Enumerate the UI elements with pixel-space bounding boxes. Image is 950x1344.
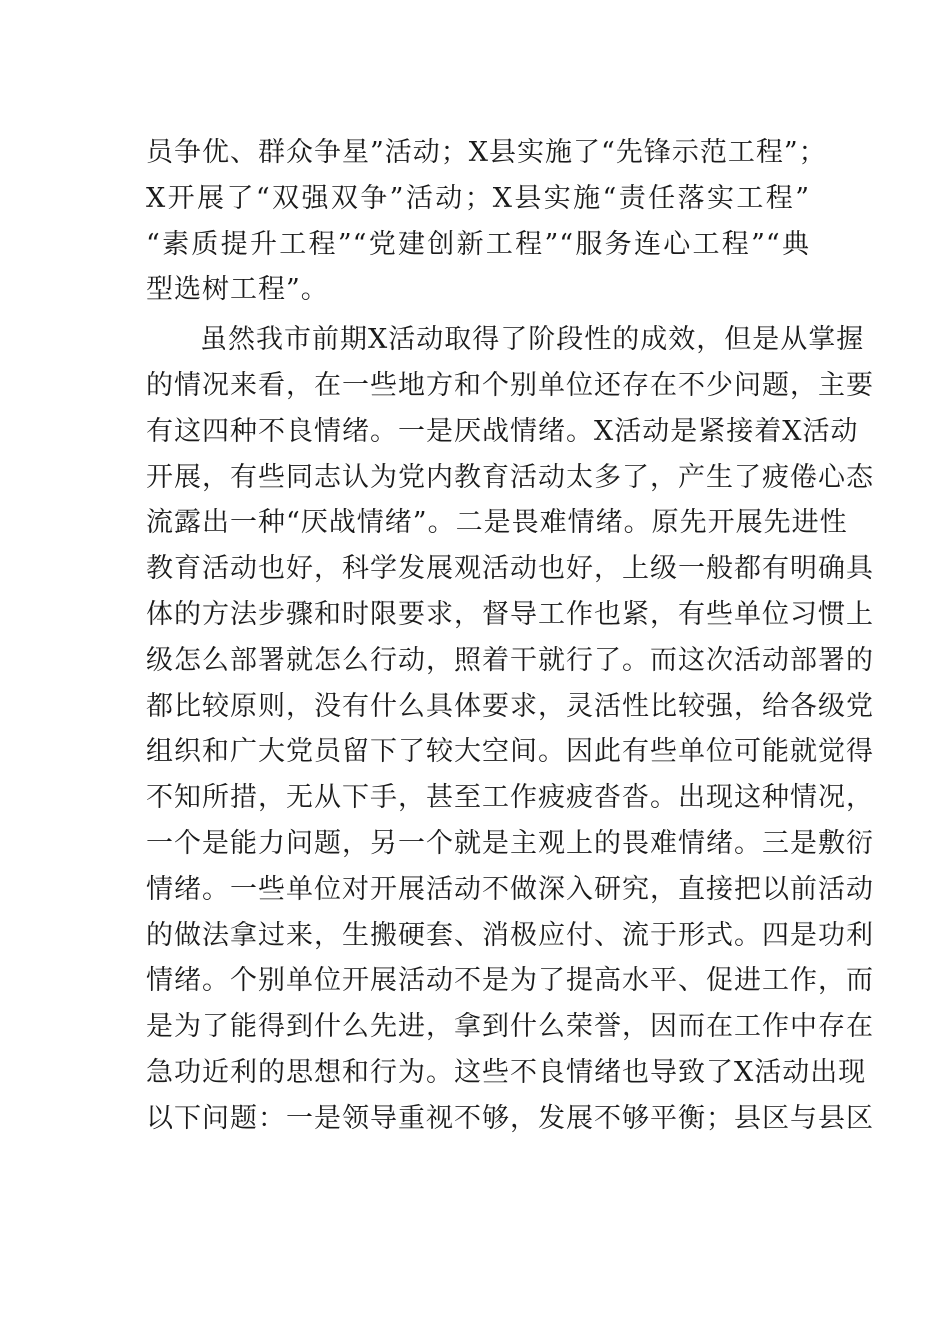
text-line: 教育活动也好，科学发展观活动也好，上级一般都有明确具: [146, 553, 874, 585]
text-line: 组织和广大党员留下了较大空间。因此有些单位可能就觉得: [146, 736, 874, 768]
text-line: 的做法拿过来，生搬硬套、消极应付、流于形式。四是功利: [146, 919, 874, 951]
text-line: 体的方法步骤和时限要求，督导工作也紧，有些单位习惯上: [146, 598, 874, 630]
text-line: 虽然我市前期X活动取得了阶段性的成效，但是从掌握: [200, 324, 865, 356]
text-line: 都比较原则，没有什么具体要求，灵活性比较强，给各级党: [146, 690, 874, 722]
text-line: 急功近利的思想和行为。这些不良情绪也导致了X活动出现: [146, 1056, 867, 1088]
paragraph-1: [146, 130, 827, 313]
text-line: 不知所措，无从下手，甚至工作疲疲沓沓。出现这种情况，: [146, 782, 874, 814]
text-line: 情绪。一些单位对开展活动不做深入研究，直接把以前活动: [146, 873, 874, 905]
text-line: 以下问题：一是领导重视不够，发展不够平衡；县区与县区: [146, 1102, 874, 1134]
text-line: 流露出一种“厌战情绪”。二是畏难情绪。原先开展先进性: [146, 507, 848, 539]
text-line: 是为了能得到什么先进，拿到什么荣誉，因而在工作中存在: [146, 1011, 874, 1043]
text-line: 员争优、群众争星”活动；X县实施了“先锋示范工程”；: [146, 137, 827, 168]
text-line: 的情况来看，在一些地方和个别单位还存在不少问题，主要: [146, 369, 874, 401]
text-line: 一个是能力问题，另一个就是主观上的畏难情绪。三是敷衍: [146, 827, 874, 859]
text-line: 开展，有些同志认为党内教育活动太多了，产生了疲倦心态: [146, 461, 874, 493]
text-line: “素质提升工程”“党建创新工程”“服务连心工程”“典: [146, 228, 810, 260]
text-line: 级怎么部署就怎么行动，照着干就行了。而这次活动部署的: [146, 644, 874, 676]
text-line: 有这四种不良情绪。一是厌战情绪。X活动是紧接着X活动: [146, 415, 859, 447]
paragraph-2: [146, 317, 874, 1141]
text-line: 情绪。个别单位开展活动不是为了提高水平、促进工作，而: [146, 965, 874, 997]
text-line: X开展了“双强双争”活动；X县实施“责任落实工程”: [146, 182, 810, 214]
text-line: 型选树工程”。: [146, 274, 329, 306]
document-body: [146, 130, 874, 1142]
